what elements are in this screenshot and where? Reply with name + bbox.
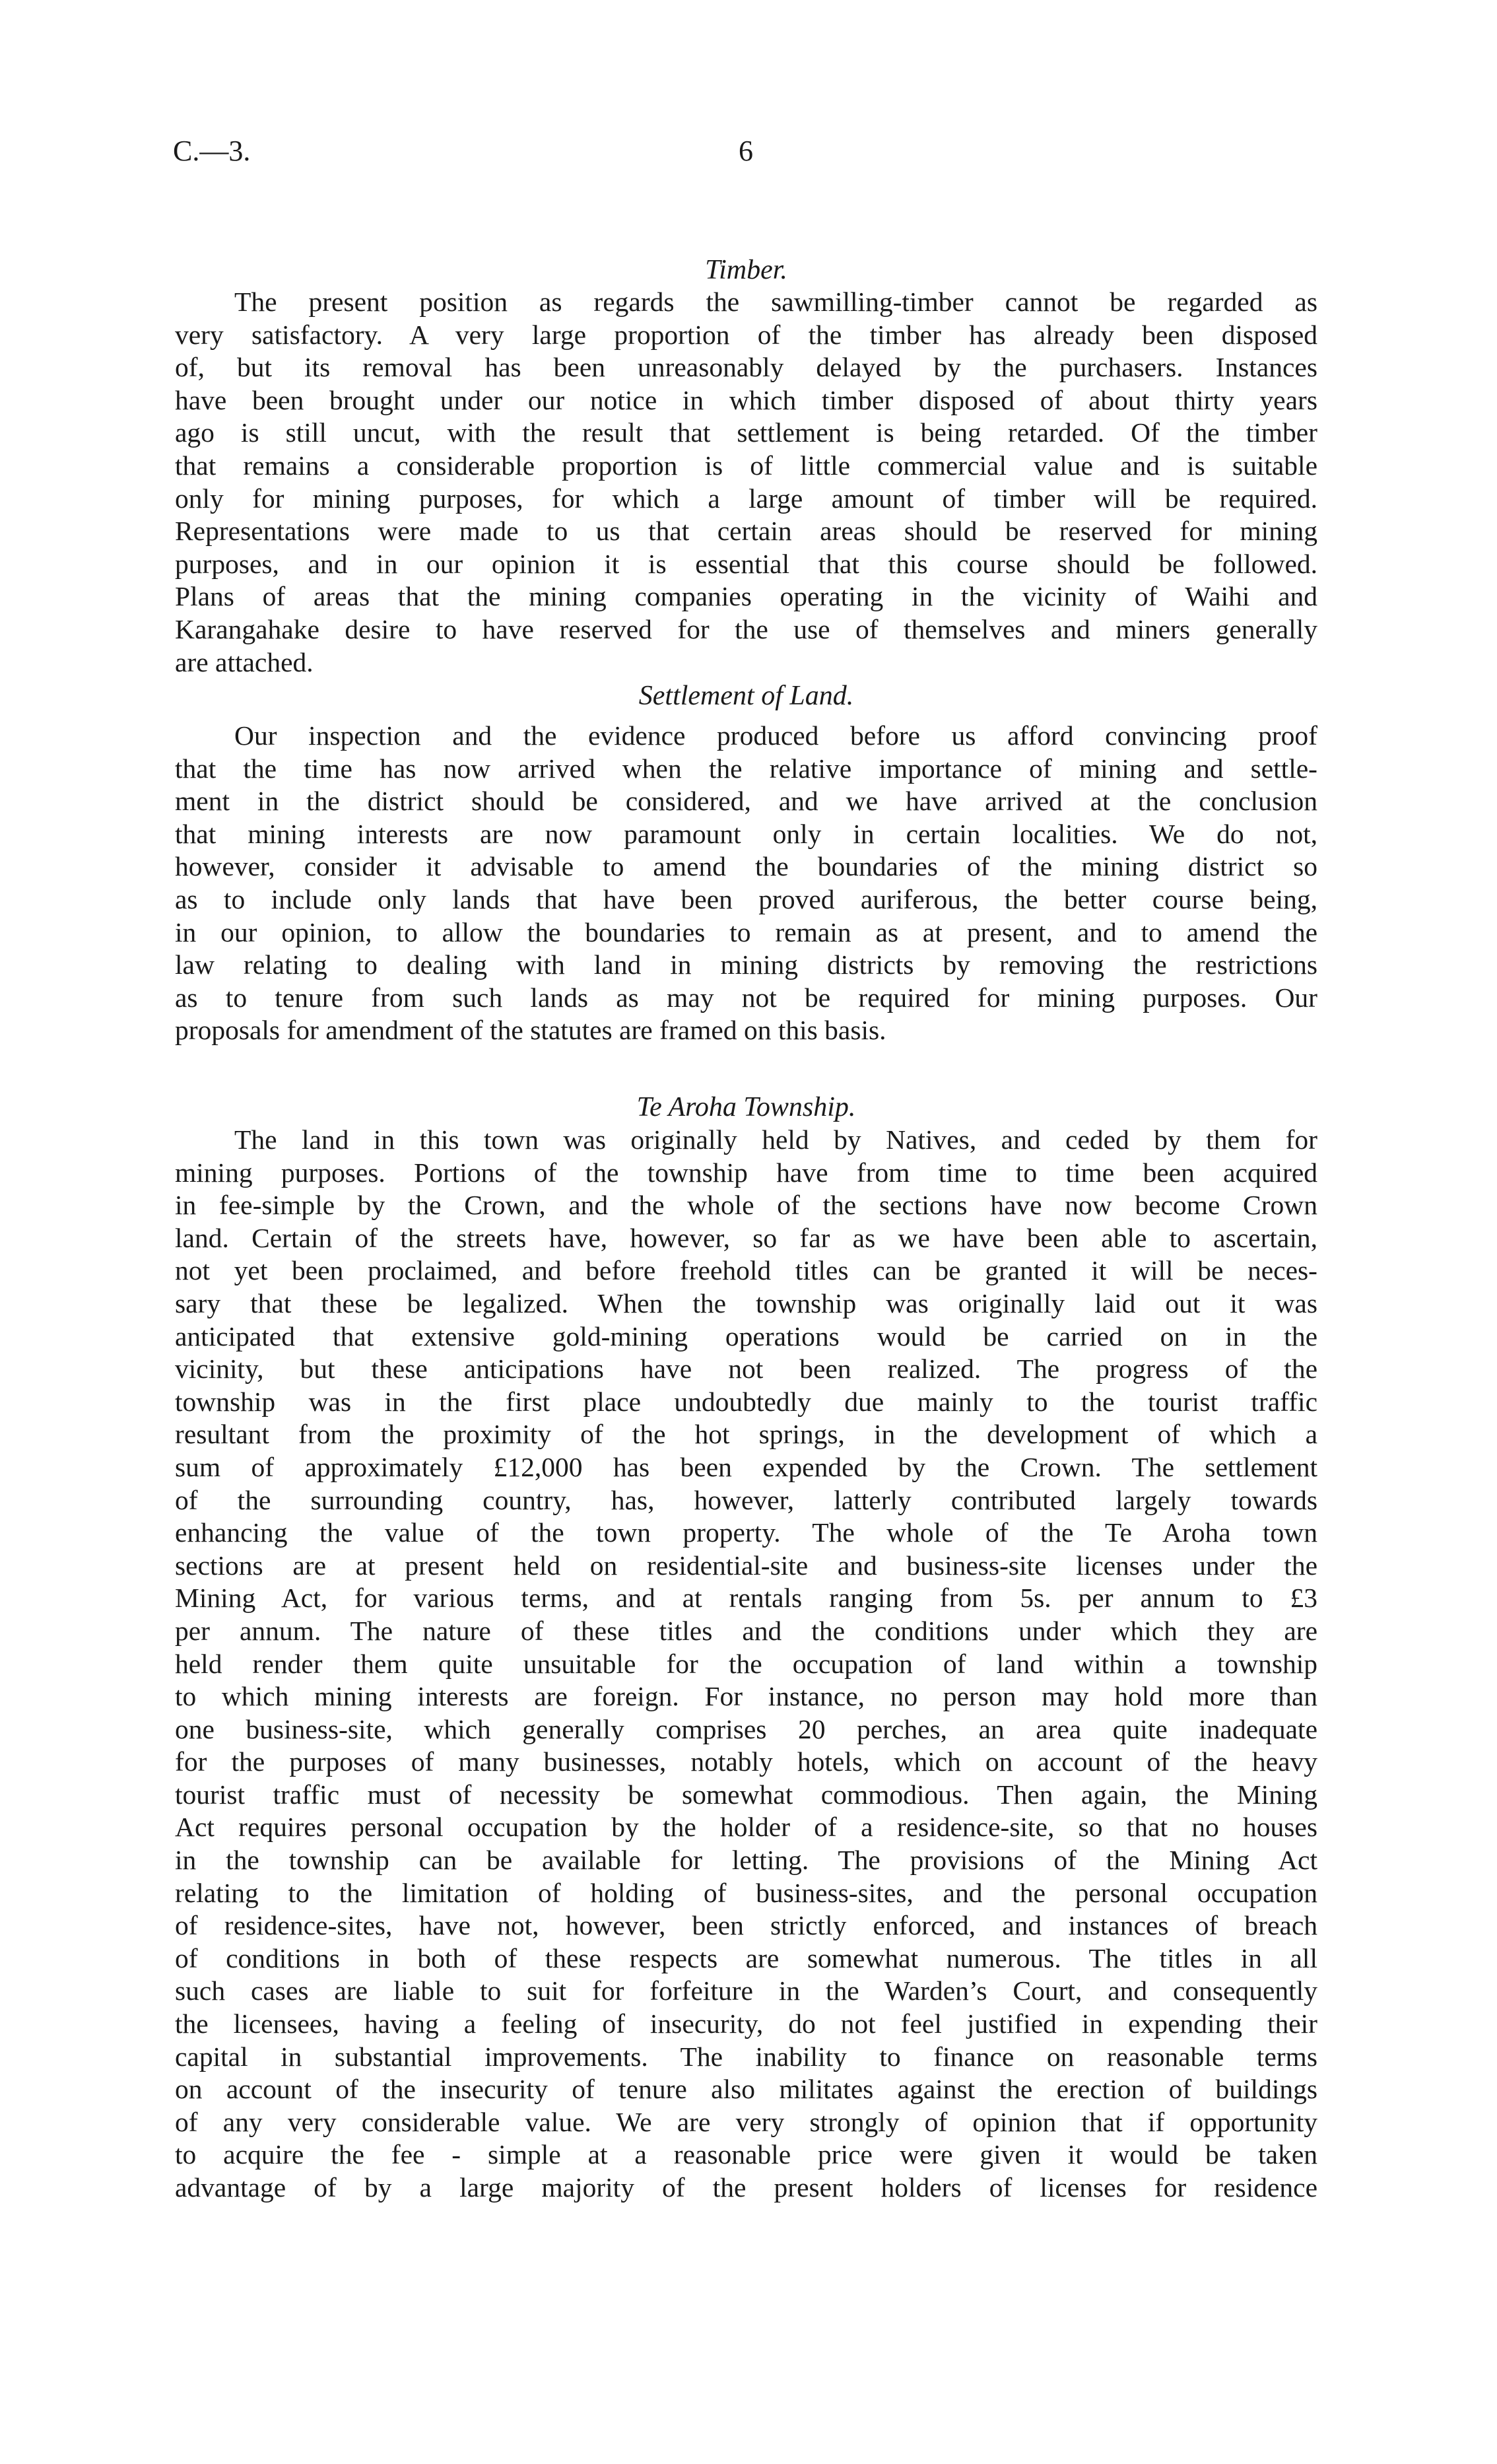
section-heading-settlement-of-land: Settlement of Land. — [638, 681, 854, 711]
text-line: one business-site, which generally comprises 20 perches, an area quite inadequate — [175, 1713, 1317, 1744]
text-line: anticipated that extensive gold-mining operations would be carried on in the — [175, 1320, 1317, 1352]
text-line: that mining interests are now paramount only in certain localities. We do not, — [175, 818, 1317, 849]
text-line: of any very considerable value. We are very strongly of opinion that if opportunity — [175, 2106, 1317, 2137]
text-line: for the purposes of many businesses, notably hotels, which on account of the heavy — [175, 1746, 1317, 1777]
text-line: proposals for amendment of the statutes are framed on this basis. — [175, 1015, 886, 1046]
text-line: in fee-simple by the Crown, and the whole of the sections have now become Crown — [175, 1190, 1317, 1221]
text-line: Plans of areas that the mining companies operating in the vicinity of Waihi and — [175, 581, 1317, 612]
text-line: such cases are liable to suit for forfeiture in the Warden’s Court, and consequently — [175, 1975, 1317, 2006]
text-line: have been brought under our notice in which timber disposed of about thirty years — [175, 384, 1317, 415]
text-line: Our inspection and the evidence produced before us afford convincing proof — [234, 720, 1317, 751]
text-line: that remains a considerable proportion is of little commercial value and is suitable — [175, 450, 1317, 481]
paragraph-timber — [175, 286, 1317, 679]
paragraph-te-aroha-township — [175, 1124, 1317, 2205]
text-line: sary that these be legalized. When the township was originally laid out it was — [175, 1287, 1317, 1318]
section-heading-timber: Timber. — [705, 255, 787, 285]
text-line: of conditions in both of these respects are somewhat numerous. The titles in all — [175, 1942, 1317, 1973]
text-line: resultant from the proximity of the hot springs, in the development of which a — [175, 1419, 1317, 1450]
text-line: in the township can be available for letting. The provisions of the Mining Act — [175, 1845, 1317, 1876]
text-line: on account of the insecurity of tenure also militates against the erection of buildings — [175, 2074, 1317, 2105]
text-line: mining purposes. Portions of the township have from time to time been acquired — [175, 1157, 1317, 1188]
text-line: however, consider it advisable to amend the boundaries of the mining district so — [175, 851, 1317, 882]
text-line: sum of approximately £12,000 has been expended by the Crown. The settlement — [175, 1451, 1317, 1482]
text-line: to which mining interests are foreign. For instance, no person may hold more than — [175, 1681, 1317, 1712]
text-line: very satisfactory. A very large proportion of the timber has already been disposed — [175, 319, 1317, 350]
text-line: tourist traffic must of necessity be somewhat commodious. Then again, the Mining — [175, 1779, 1317, 1810]
text-line: purposes, and in our opinion it is essential that this course should be followed. — [175, 548, 1317, 579]
text-line: that the time has now arrived when the relative importance of mining and settle- — [175, 753, 1317, 784]
text-line: sections are at present held on residential-site and business-site licenses under the — [175, 1550, 1317, 1581]
text-line: Act requires personal occupation by the holder of a residence-site, so that no houses — [175, 1812, 1317, 1843]
text-line: vicinity, but these anticipations have not been realized. The progress of the — [175, 1353, 1317, 1385]
text-line: ago is still uncut, with the result that settlement is being retarded. Of the timber — [175, 417, 1317, 448]
text-line: of residence-sites, have not, however, been strictly enforced, and instances of breach — [175, 1910, 1317, 1941]
text-line: capital in substantial improvements. The inability to finance on reasonable terms — [175, 2041, 1317, 2072]
text-line: The land in this town was originally held by Natives, and ceded by them for — [234, 1124, 1317, 1155]
text-line: advantage of by a large majority of the present holders of licenses for residence — [175, 2172, 1317, 2203]
text-line: Representations were made to us that certain areas should be reserved for mining — [175, 516, 1317, 547]
text-line: the licensees, having a feeling of insecurity, do not feel justified in expending their — [175, 2008, 1317, 2039]
text-line: not yet been proclaimed, and before freehold titles can be granted it will be neces- — [175, 1255, 1317, 1286]
text-line: land. Certain of the streets have, however, so far as we have been able to ascertain, — [175, 1222, 1317, 1253]
text-line: of, but its removal has been unreasonably delayed by the purchasers. Instances — [175, 352, 1317, 383]
text-line: township was in the first place undoubtedly due mainly to the tourist traffic — [175, 1386, 1317, 1417]
text-line: per annum. The nature of these titles and the conditions under which they are — [175, 1615, 1317, 1646]
section-heading-te-aroha-township: Te Aroha Township. — [636, 1092, 856, 1122]
text-line: relating to the limitation of holding of business-sites, and the personal occupation — [175, 1877, 1317, 1908]
text-line: Karangahake desire to have reserved for the use of themselves and miners generally — [175, 613, 1317, 644]
text-line: The present position as regards the sawmilling-timber cannot be regarded as — [234, 287, 1317, 317]
text-line: as to tenure from such lands as may not be required for mining purposes. Our — [175, 982, 1317, 1013]
text-line: law relating to dealing with land in mining districts by removing the restrictions — [175, 949, 1317, 980]
text-line: Mining Act, for various terms, and at rentals ranging from 5s. per annum to £3 — [175, 1583, 1317, 1614]
text-line: to acquire the fee - simple at a reasonable price were given it would be taken — [175, 2139, 1317, 2170]
document-reference: C.—3. — [173, 135, 251, 167]
text-line: only for mining purposes, for which a large amount of timber will be required. — [175, 483, 1317, 514]
text-line: are attached. — [175, 646, 314, 677]
text-line: held render them quite unsuitable for the occupation of land within a township — [175, 1648, 1317, 1679]
text-line: in our opinion, to allow the boundaries to remain as at present, and to amend the — [175, 916, 1317, 947]
text-line: of the surrounding country, has, however, latterly contributed largely towards — [175, 1484, 1317, 1515]
text-line: ment in the district should be considered, and we have arrived at the conclusion — [175, 786, 1317, 817]
paragraph-settlement-of-land — [175, 720, 1317, 1047]
page-number: 6 — [739, 135, 753, 167]
text-line: as to include only lands that have been proved auriferous, the better course being, — [175, 883, 1317, 914]
text-line: enhancing the value of the town property. The whole of the Te Aroha town — [175, 1517, 1317, 1548]
